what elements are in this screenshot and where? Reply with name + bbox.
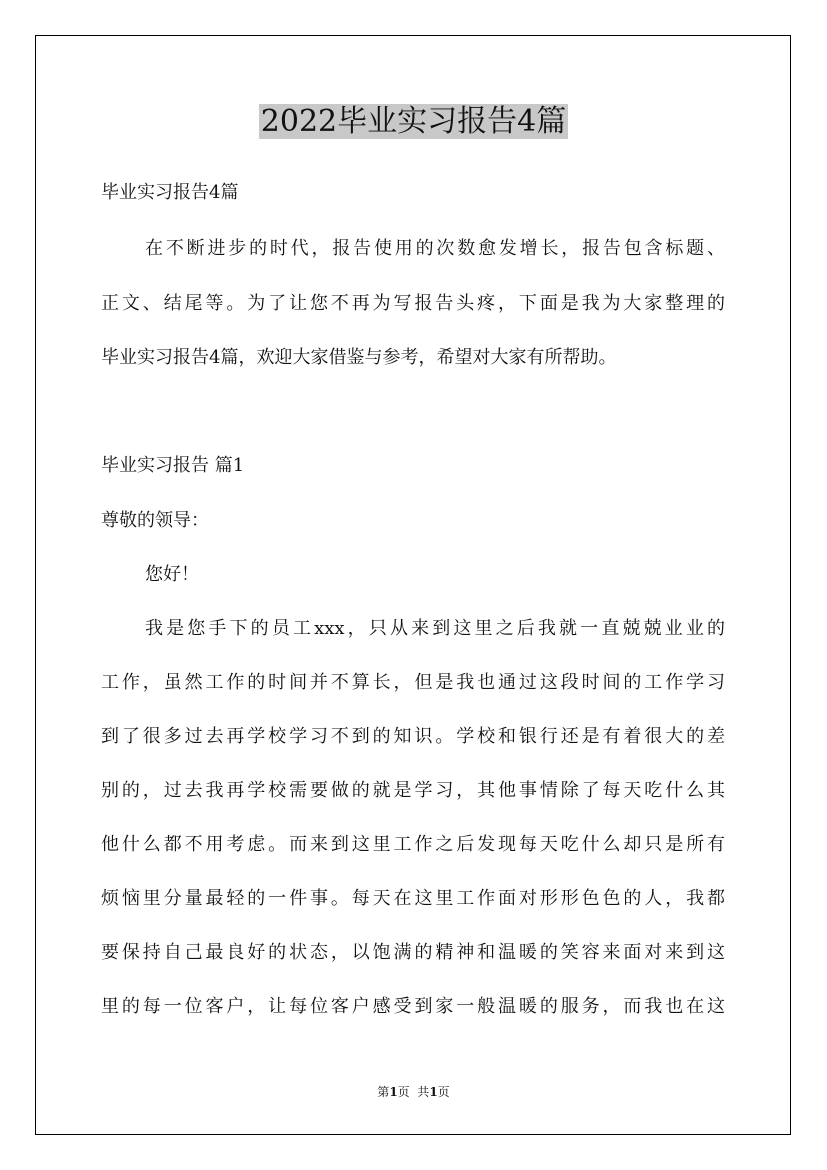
intro-line-1: 在不断进步的时代，报告使用的次数愈发增长，报告包含标题、 <box>145 238 725 259</box>
greeting: 您好！ <box>145 564 199 585</box>
body-line-7: 要保持自己最良好的状态，以饱满的精神和温暖的笑容来面对来到这 <box>101 942 725 963</box>
body-line-3: 到了很多过去再学校学习不到的知识。学校和银行还是有着很大的差 <box>101 726 725 747</box>
section-heading: 毕业实习报告 篇1 <box>101 455 245 476</box>
body-line-2: 工作，虽然工作的时间并不算长，但是我也通过这段时间的工作学习 <box>101 672 725 693</box>
intro-line-3: 毕业实习报告4篇，欢迎大家借鉴与参考，希望对大家有所帮助。 <box>101 347 617 368</box>
footer-page-number: 1 <box>389 1085 398 1099</box>
page-footer <box>0 1083 827 1101</box>
body-line-5: 他什么都不用考虑。而来到这里工作之后发现每天吃什么却只是所有 <box>101 834 725 855</box>
body-line-6: 烦恼里分量最轻的一件事。每天在这里工作面对形形色色的人，我都 <box>101 888 725 909</box>
footer-total-pages: 1 <box>429 1085 438 1099</box>
subtitle: 毕业实习报告4篇 <box>101 182 239 203</box>
footer-page-prefix: 第 <box>377 1085 390 1099</box>
intro-line-2: 正文、结尾等。为了让您不再为写报告头疼，下面是我为大家整理的 <box>101 293 725 314</box>
document-title <box>0 100 827 144</box>
body-line-1: 我是您手下的员工xxx，只从来到这里之后我就一直兢兢业业的 <box>145 618 725 639</box>
body-line-8: 里的每一位客户，让每位客户感受到家一般温暖的服务，而我也在这 <box>101 996 725 1017</box>
salutation: 尊敬的领导： <box>101 510 209 531</box>
footer-page-mid: 页 共 <box>397 1085 430 1099</box>
footer-page-suffix: 页 <box>437 1085 450 1099</box>
body-line-4: 别的，过去我再学校需要做的就是学习，其他事情除了每天吃什么其 <box>101 780 725 801</box>
title-highlight: 2022毕业实习报告4篇 <box>260 104 567 139</box>
